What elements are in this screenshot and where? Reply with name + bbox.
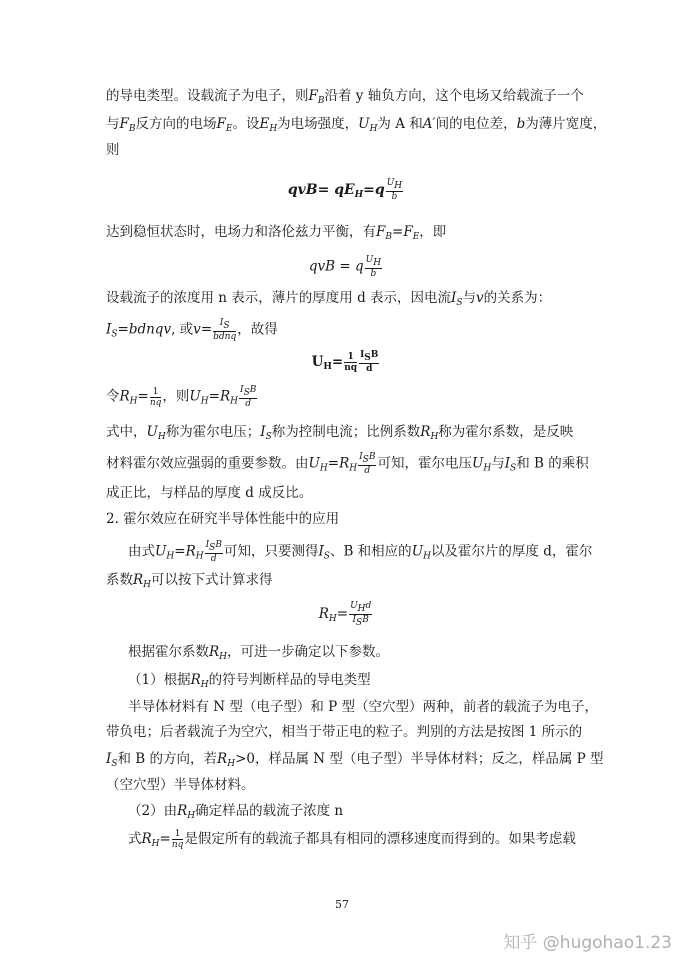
text-line: 令$R_H=$ $\frac{1}{nq}$ ，则$U_H=R_H$ $\frac{I_SB}{d}$ <box>106 385 257 409</box>
text-line: 则 <box>106 142 120 158</box>
equation-3: $U_H=$ $\frac{1}{nq}$ $\frac{I_SB}{d}$ <box>311 350 379 374</box>
text-line: 式$R_H=$ $\frac{1}{nq}$ 是假定所有的载流子都具有相同的漂移速度而得到的。如果考虑载 <box>128 829 576 850</box>
equation-1: $qvB= qE_H=q$ $\frac{U_H}{b}$ <box>287 178 403 202</box>
section-heading: 2. 霍尔效应在研究半导体性能中的应用 <box>106 511 340 527</box>
text-line: $I_S=bdnqv$, 或v= $\frac{I_S}{\text{bdnq}}$ ，故得 <box>106 318 278 342</box>
text-line: （空穴型）半导体材料。 <box>106 777 255 793</box>
text-line: 设载流子的浓度用 n 表示，薄片的厚度用 d 表示，因电流$I_S$与v的关系为： <box>106 290 552 308</box>
watermark: 知乎 @hugohao1.23 <box>503 933 672 953</box>
text-line: 成正比，与样品的厚度 d 成反比。 <box>106 485 313 501</box>
text-line: 材料霍尔效应强弱的重要参数。由$U_H=R_H$ $\frac{I_SB}{d}$ 可知，霍尔电压$U_H$与$I_S$和 B 的乘积 <box>106 452 589 476</box>
text-line: 与$F_B$反方向的电场$F_E$。设$E_H$为电场强度，$U_H$为 A 和A′间的电位差，b为薄片宽度， <box>106 116 607 134</box>
text-line: 式中，$U_H$称为霍尔电压；$I_S$称为控制电流；比例系数$R_H$称为霍尔系数，是反映 <box>106 424 574 442</box>
text-line: 达到稳恒状态时，电场力和洛伦兹力平衡，有$F_B=F_E$，即 <box>106 224 447 242</box>
text-line: （2）由$R_H$确定样品的载流子浓度 n <box>128 803 344 821</box>
equation-2: qvB = q $\frac{U_H}{b}$ <box>308 255 382 279</box>
text-line: 带负电；后者载流子为空穴，相当于带正电的粒子。判别的方法是按图 1 所示的 <box>106 724 583 740</box>
text-line: （1）根据$R_H$的符号判断样品的导电类型 <box>128 672 371 690</box>
text-line: 系数$R_H$可以按下式计算求得 <box>106 572 273 590</box>
text-line: $I_S$和 B 的方向，若$R_H>0$，样品属 N 型（电子型）半导体材料；反之，样品属 P 型 <box>106 751 604 769</box>
text-line: 半导体材料有 N 型（电子型）和 P 型（空穴型）两种，前者的载流子为电子， <box>128 699 599 715</box>
text-line: 根据霍尔系数$R_H$，可进一步确定以下参数。 <box>128 644 390 662</box>
equation-4: $R_H=$ $\frac{U_Hd}{I_SB}$ <box>318 601 372 628</box>
text-line: 由式$U_H=R_H$ $\frac{I_SB}{d}$ 可知，只要测得$I_S$、B 和相应的$U_H$以及霍尔片的厚度 d，霍尔 <box>128 540 593 564</box>
page-number: 57 <box>335 898 349 911</box>
text-line: 的导电类型。设载流子为电子，则$F_B$沿着 y 轴负方向，这个电场又给载流子一个 <box>106 88 584 106</box>
